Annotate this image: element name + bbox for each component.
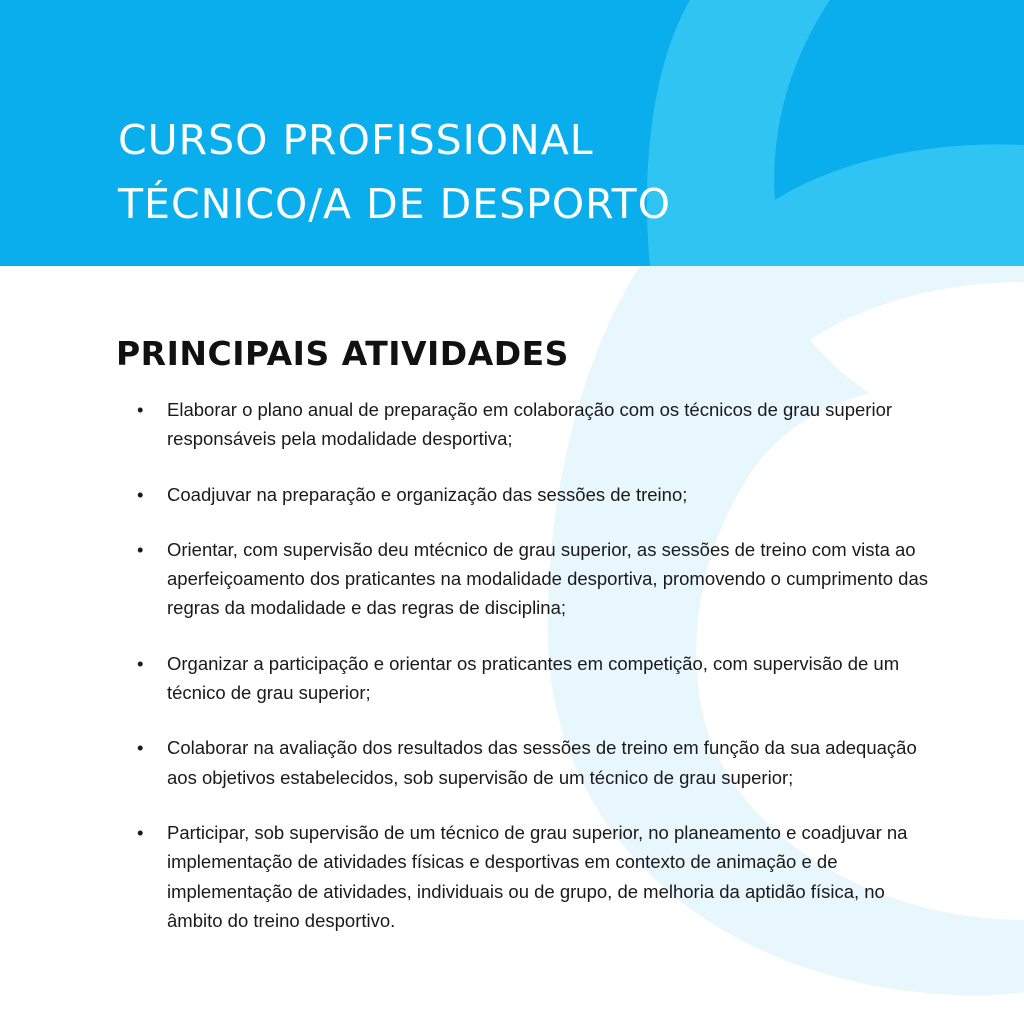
- section-title: PRINCIPAIS ATIVIDADES: [116, 334, 569, 373]
- list-item-text: Colaborar na avaliação dos resultados das sessões de treino em função da sua adequação aos objetivos estabelecidos, sob supervisão de um técnico de grau superior;: [167, 737, 917, 788]
- list-item-text: Organizar a participação e orientar os praticantes em competição, com supervisão de um técnico de grau superior;: [167, 652, 900, 704]
- list-item-text: Coadjuvar na preparação e organização das sessões de treino;: [167, 483, 688, 505]
- list-item: [134, 480, 934, 509]
- list-item: [134, 649, 934, 708]
- bullet-icon: •: [137, 652, 144, 674]
- title-line-2: TÉCNICO/A DE DESPORTO: [118, 180, 671, 228]
- list-item: [134, 818, 934, 935]
- bullet-icon: •: [137, 538, 144, 560]
- list-item: [134, 535, 934, 623]
- bullet-icon: •: [137, 399, 144, 420]
- page-title: [118, 108, 671, 236]
- list-item-text: Participar, sob supervisão de um técnico de grau superior, no planeamento e coadjuvar na implementação de atividades físicas e desportivas em contexto de animação e de implementação de atividades, individuais ou de grupo, de melhoria da aptidão física, no âmbito do treino desportivo.: [167, 821, 908, 931]
- decoration-light-arc: [647, 0, 1024, 266]
- bullet-icon: •: [137, 737, 144, 759]
- header-banner: [0, 0, 1024, 266]
- bullet-icon: •: [137, 821, 144, 843]
- list-item: [134, 395, 934, 454]
- activities-list: [134, 395, 934, 961]
- bullet-icon: •: [137, 483, 144, 505]
- list-item-text: Elaborar o plano anual de preparação em colaboração com os técnicos de grau superior responsáveis pela modalidade desportiva;: [167, 399, 893, 450]
- title-line-1: CURSO PROFISSIONAL: [118, 116, 594, 164]
- list-item-text: Orientar, com supervisão deu mtécnico de grau superior, as sessões de treino com vista ao aperfeiçoamento dos praticantes na modalidade desportiva, promovendo o cumprimento das regras da modalidade e das regras de disciplina;: [167, 538, 929, 619]
- list-item: [134, 733, 934, 792]
